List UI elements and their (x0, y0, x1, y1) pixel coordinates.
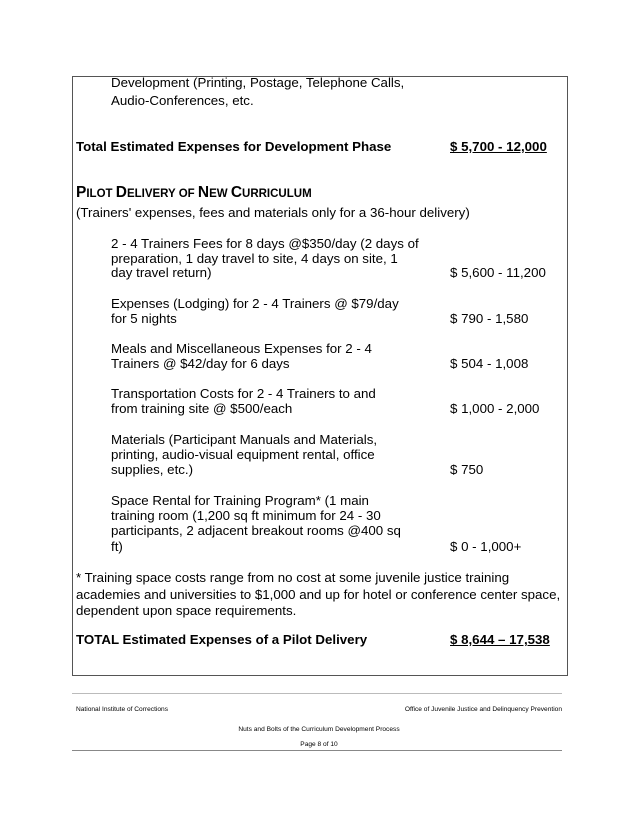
item-meals-amount: $ 504 - 1,008 (450, 356, 529, 371)
footer-right: Office of Juvenile Justice and Delinquency Prevention (404, 706, 562, 713)
dev-total-label: Total Estimated Expenses for Development Phase (76, 139, 392, 154)
footer-left: National Institute of Corrections (76, 706, 168, 713)
pilot-total-amount: $ 8,644 – 17,538 (450, 632, 550, 647)
item-transportation-line-1: Transportation Costs for 2 - 4 Trainers to and (111, 386, 376, 401)
dev-total-amount: $ 5,700 - 12,000 (450, 139, 547, 154)
space-cost-footnote: * Training space costs range from no cost at some juvenile justice training academies and universities to $1,000 and up for hotel or conference center space, dependent upon space requirements. (76, 570, 561, 618)
pilot-delivery-subtitle: (Trainers' expenses, fees and materials only for a 36-hour delivery) (76, 205, 470, 220)
item-lodging-amount: $ 790 - 1,580 (450, 311, 529, 326)
item-lodging-line-1: Expenses (Lodging) for 2 - 4 Trainers @ $79/day (111, 296, 399, 311)
item-materials-amount: $ 750 (450, 462, 484, 477)
item-lodging-line-2: for 5 nights (111, 311, 177, 326)
footer-rule (72, 750, 562, 751)
item-meals-line-2: Trainers @ $42/day for 6 days (111, 356, 290, 371)
item-transportation-line-2: from training site @ $500/each (111, 401, 293, 416)
footer-center-title: Nuts and Bolts of the Curriculum Development Process (238, 726, 400, 733)
item-materials-line-2: printing, audio-visual equipment rental, office (111, 447, 375, 462)
item-space-rental-line-4: ft) (111, 539, 123, 554)
item-trainer-fees-line-1: 2 - 4 Trainers Fees for 8 days @$350/day (2 days of (111, 236, 419, 251)
item-space-rental-line-1: Space Rental for Training Program* (1 main (111, 493, 369, 508)
item-space-rental-line-2: training room (1,200 sq ft minimum for 24 - 30 (111, 508, 381, 523)
development-item-line-2: Audio-Conferences, etc. (111, 93, 254, 108)
item-trainer-fees-line-2: preparation, 1 day travel to site, 4 days on site, 1 (111, 251, 398, 266)
item-transportation-amount: $ 1,000 - 2,000 (450, 401, 540, 416)
item-trainer-fees-amount: $ 5,600 - 11,200 (450, 265, 546, 280)
item-space-rental-line-3: participants, 2 adjacent breakout rooms @400 sq (111, 523, 401, 538)
item-materials-line-3: supplies, etc.) (111, 462, 194, 477)
item-trainer-fees-line-3: day travel return) (111, 265, 212, 280)
item-materials-line-1: Materials (Participant Manuals and Materials, (111, 432, 378, 447)
footer-separator (72, 693, 562, 694)
pilot-delivery-heading: PILOT DELIVERY OF NEW CURRICULUM (76, 184, 312, 201)
item-space-rental-amount: $ 0 - 1,000+ (450, 539, 522, 554)
pilot-total-label: TOTAL Estimated Expenses of a Pilot Delivery (76, 632, 368, 647)
item-meals-line-1: Meals and Miscellaneous Expenses for 2 - 4 (111, 341, 372, 356)
development-item-line-1: Development (Printing, Postage, Telephone Calls, (111, 75, 405, 90)
footer-page-number: Page 8 of 10 (300, 741, 338, 748)
